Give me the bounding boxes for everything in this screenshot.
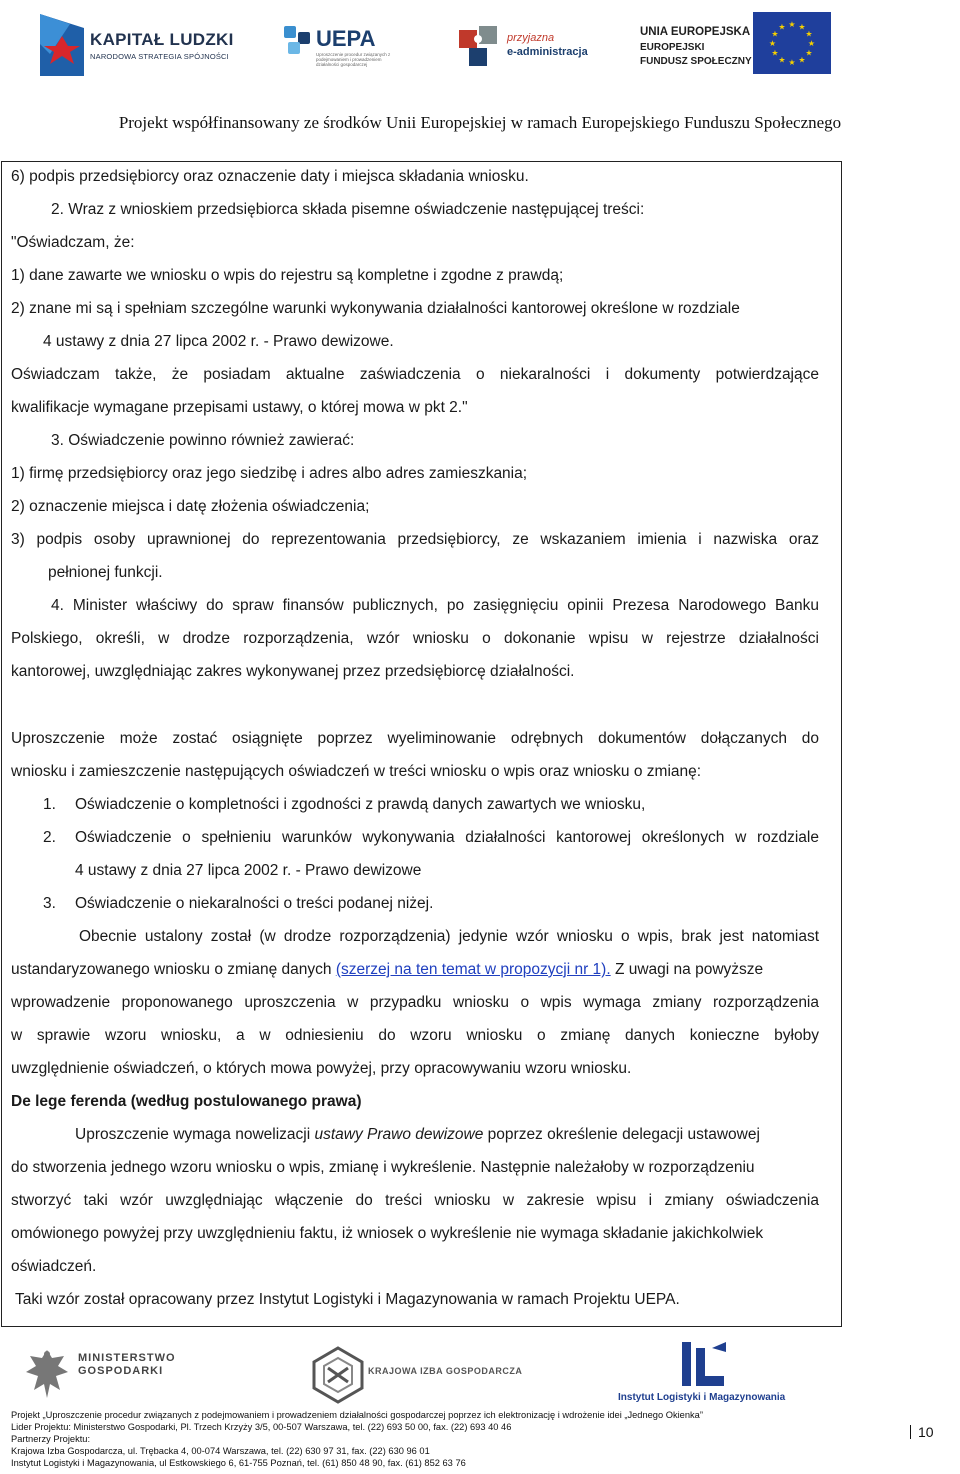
text-line: oświadczeń.	[11, 1258, 97, 1275]
page-number: 10	[918, 1424, 934, 1440]
svg-text:★: ★	[768, 39, 777, 48]
svg-text:★: ★	[788, 58, 796, 67]
uepa-title: UEPA	[316, 26, 376, 51]
kapital-ludzki-title: KAPITAŁ LUDZKI	[90, 30, 234, 49]
uepa-logo	[280, 8, 410, 82]
text-line: do stworzenia jednego wzoru wniosku o wpis, zmianę i wykreślenie. Następnie należałoby w rozporządzeniu	[11, 1159, 755, 1176]
text-line: Oświadczam także, że posiadam aktualne zaświadczenia o niekaralności i dokumenty potwierdzające	[11, 366, 819, 383]
section-heading: De lege ferenda (według postulowanego prawa)	[11, 1093, 362, 1110]
cofinancing-statement: Projekt współfinansowany ze środków Unii Europejskiej w ramach Europejskiego Funduszu Społecznego	[118, 113, 842, 132]
footer-partner-ilim: Instytut Logistyki i Magazynowania, ul Estkowskiego 6, 61-755 Poznań, tel. (61) 850 48 90, fax. (61) 852 63 76	[11, 1458, 466, 1468]
text-line: 2) znane mi są i spełniam szczególne warunki wykonywania działalności kantorowej określone w rozdziale	[11, 300, 740, 317]
svg-text:★: ★	[805, 48, 813, 58]
text-line: 4 ustawy z dnia 27 lipca 2002 r. - Prawo dewizowe.	[43, 333, 394, 350]
list-item: 4 ustawy z dnia 27 lipca 2002 r. - Prawo dewizowe	[75, 862, 422, 879]
text-line: 2. Wraz z wnioskiem przedsiębiorca składa pisemne oświadczenie następującej treści:	[51, 201, 645, 218]
svg-text:★: ★	[798, 22, 806, 32]
text-line: 3. Oświadczenie powinno również zawierać:	[51, 432, 355, 449]
text-line: "Oświadczam, że:	[11, 234, 135, 251]
kig-emblem-icon	[312, 1346, 364, 1404]
footer-partner-kig: Krajowa Izba Gospodarcza, ul. Trębacka 4, 00-074 Warszawa, tel. (22) 630 97 31, fax. (22) 630 96 01	[11, 1446, 430, 1456]
ministry-line1: MINISTERSTWO	[78, 1352, 176, 1364]
list-item: Oświadczenie o spełnieniu warunków wykonywania działalności kantorowej określonych w rozdziale	[75, 829, 819, 846]
text-line-with-link	[11, 961, 763, 979]
ilim-emblem-icon	[672, 1342, 734, 1386]
text-line: Polskiego, określi, w drodze rozporządzenia, wzór wniosku o dokonanie wpisu w rejestrze działalności	[11, 630, 819, 647]
text-line: pełnionej funkcji.	[48, 564, 163, 581]
text-line: stworzyć taki wzór uwzględniając włączenie do treści wniosku w zakresie wpisu i zmiany oświadczenia	[11, 1192, 819, 1209]
text-line: Taki wzór został opracowany przez Instytut Logistyki i Magazynowania w ramach Projektu UEPA.	[15, 1291, 680, 1308]
list-number: 1.	[43, 796, 56, 813]
text-line: uwzględnienie oświadczeń, o których mowa powyżej, przy opracowywaniu wzoru wniosku.	[11, 1060, 632, 1077]
list-number: 2.	[43, 829, 56, 846]
text-line: 1) dane zawarte we wniosku o wpis do rejestru są kompletne i zgodne z prawdą;	[11, 267, 564, 284]
uepa-subtitle: Uproszczenie procedur związanych z podejmowaniem i prowadzeniem działalności gospodarczej	[316, 52, 391, 67]
e-administracja-logo	[455, 8, 588, 82]
text-span: Uproszczenie wymaga nowelizacji	[75, 1126, 315, 1143]
text-line: wniosku i zamieszczenie następujących oświadczeń w treści wniosku o wpis oraz wniosku o zmianę:	[11, 763, 702, 780]
text-line: omówionego powyżej przy uwzględnieniu faktu, iż wniosek o wykreślenie nie wymaga składanie jakichkolwiek	[11, 1225, 764, 1242]
svg-text:★: ★	[778, 55, 786, 65]
svg-text:★: ★	[771, 48, 779, 58]
svg-text:★: ★	[798, 55, 806, 65]
eagle-emblem-icon	[24, 1346, 70, 1408]
svg-text:★: ★	[807, 39, 816, 48]
text-line: 2) oznaczenie miejsca i datę złożenia oświadczenia;	[11, 498, 370, 515]
uepa-mark-icon	[280, 22, 314, 62]
ministry-line2: GOSPODARKI	[78, 1365, 164, 1377]
svg-text:★: ★	[771, 29, 779, 39]
text-line: w sprawie wzoru wniosku, a w odniesieniu do wzoru wniosku o zmianę danych konieczne byłoby	[11, 1027, 819, 1044]
list-number: 3.	[43, 895, 56, 912]
page-number-divider	[910, 1425, 911, 1439]
svg-text:★: ★	[778, 22, 786, 32]
text-line: 3) podpis osoby uprawnionej do reprezentowania przedsiębiorcy, ze wskazaniem imienia i nazwiska oraz	[11, 531, 819, 548]
list-item: Oświadczenie o niekaralności o treści podanej niżej.	[75, 895, 434, 912]
text-line: 4. Minister właściwy do spraw finansów publicznych, po zasięgnięciu opinii Prezesa Narodowego Banku	[51, 597, 819, 614]
content-box	[1, 161, 842, 1327]
text-span: Z uwagi na powyższe	[610, 961, 764, 978]
eu-line2: EUROPEJSKI	[640, 42, 705, 53]
kapital-ludzki-flag-icon	[40, 14, 84, 76]
text-line: Obecnie ustalony został (w drodze rozporządzenia) jedynie wzór wniosku o wpis, brak jest natomiast	[79, 928, 819, 945]
text-line: wprowadzenie proponowanego uproszczenia w przypadku wniosku o wpis wymaga zmiany rozporządzenia	[11, 994, 819, 1011]
kapital-ludzki-subtitle: NARODOWA STRATEGIA SPÓJNOŚCI	[90, 52, 229, 61]
text-line: 1) firmę przedsiębiorcy oraz jego siedzibę i adres albo adres zamieszkania;	[11, 465, 528, 482]
eu-line3: FUNDUSZ SPOŁECZNY	[640, 56, 752, 67]
text-line	[75, 1126, 760, 1144]
text-span: ustandaryzowanego wniosku o zmianę danych	[11, 961, 336, 978]
svg-text:★: ★	[805, 29, 813, 39]
kig-logo-text: KRAJOWA IZBA GOSPODARCZA	[368, 1366, 523, 1376]
eu-line1: UNIA EUROPEJSKA	[640, 26, 751, 38]
text-line: 6) podpis przedsiębiorcy oraz oznaczenie daty i miejsca składania wniosku.	[11, 168, 529, 185]
italic-span: ustawy Prawo dewizowe	[314, 1126, 484, 1143]
svg-text:★: ★	[788, 20, 796, 29]
eu-flag-icon	[753, 12, 831, 74]
e-administracja-top: przyjazna	[507, 32, 555, 44]
puzzle-icon	[455, 22, 507, 70]
list-item: Oświadczenie o kompletności i zgodności z prawdą danych zawartych we wniosku,	[75, 796, 646, 813]
footer-project: Projekt „Uproszczenie procedur związanych z podejmowaniem i prowadzeniem działalności gospodarczej poprzez ich elektronizację i wdrożenie idei „Jednego Okienka”	[11, 1410, 703, 1420]
header-logo-bar	[0, 8, 960, 82]
proposal-1-link[interactable]: (szerzej na ten temat w propozycji nr 1).	[335, 961, 611, 978]
footer-partners-label: Partnerzy Projektu:	[11, 1434, 91, 1444]
footer-lead: Lider Projektu: Ministerstwo Gospodarki, Pl. Trzech Krzyży 3/5, 00-507 Warszawa, tel. (22) 693 50 00, fax. (22) 693 40 46	[11, 1422, 512, 1432]
text-line: kwalifikacje wymagane przepisami ustawy, o której mowa w pkt 2."	[11, 399, 468, 416]
e-administracja-bottom: e-administracja	[507, 46, 588, 58]
footer-logos	[0, 1342, 960, 1408]
text-line: kantorowej, uwzględniając zakres wykonywanej przez przedsiębiorcę działalności.	[11, 663, 575, 680]
text-span: poprzez określenie delegacji ustawowej	[483, 1126, 760, 1143]
kapital-ludzki-logo	[36, 8, 236, 82]
eu-logo	[640, 8, 840, 82]
ministry-logo-text	[78, 1352, 176, 1378]
ilim-logo-text: Instytut Logistyki i Magazynowania	[618, 1392, 786, 1403]
text-line: Uproszczenie może zostać osiągnięte poprzez wyeliminowanie odrębnych dokumentów dołączanych do	[11, 730, 819, 747]
